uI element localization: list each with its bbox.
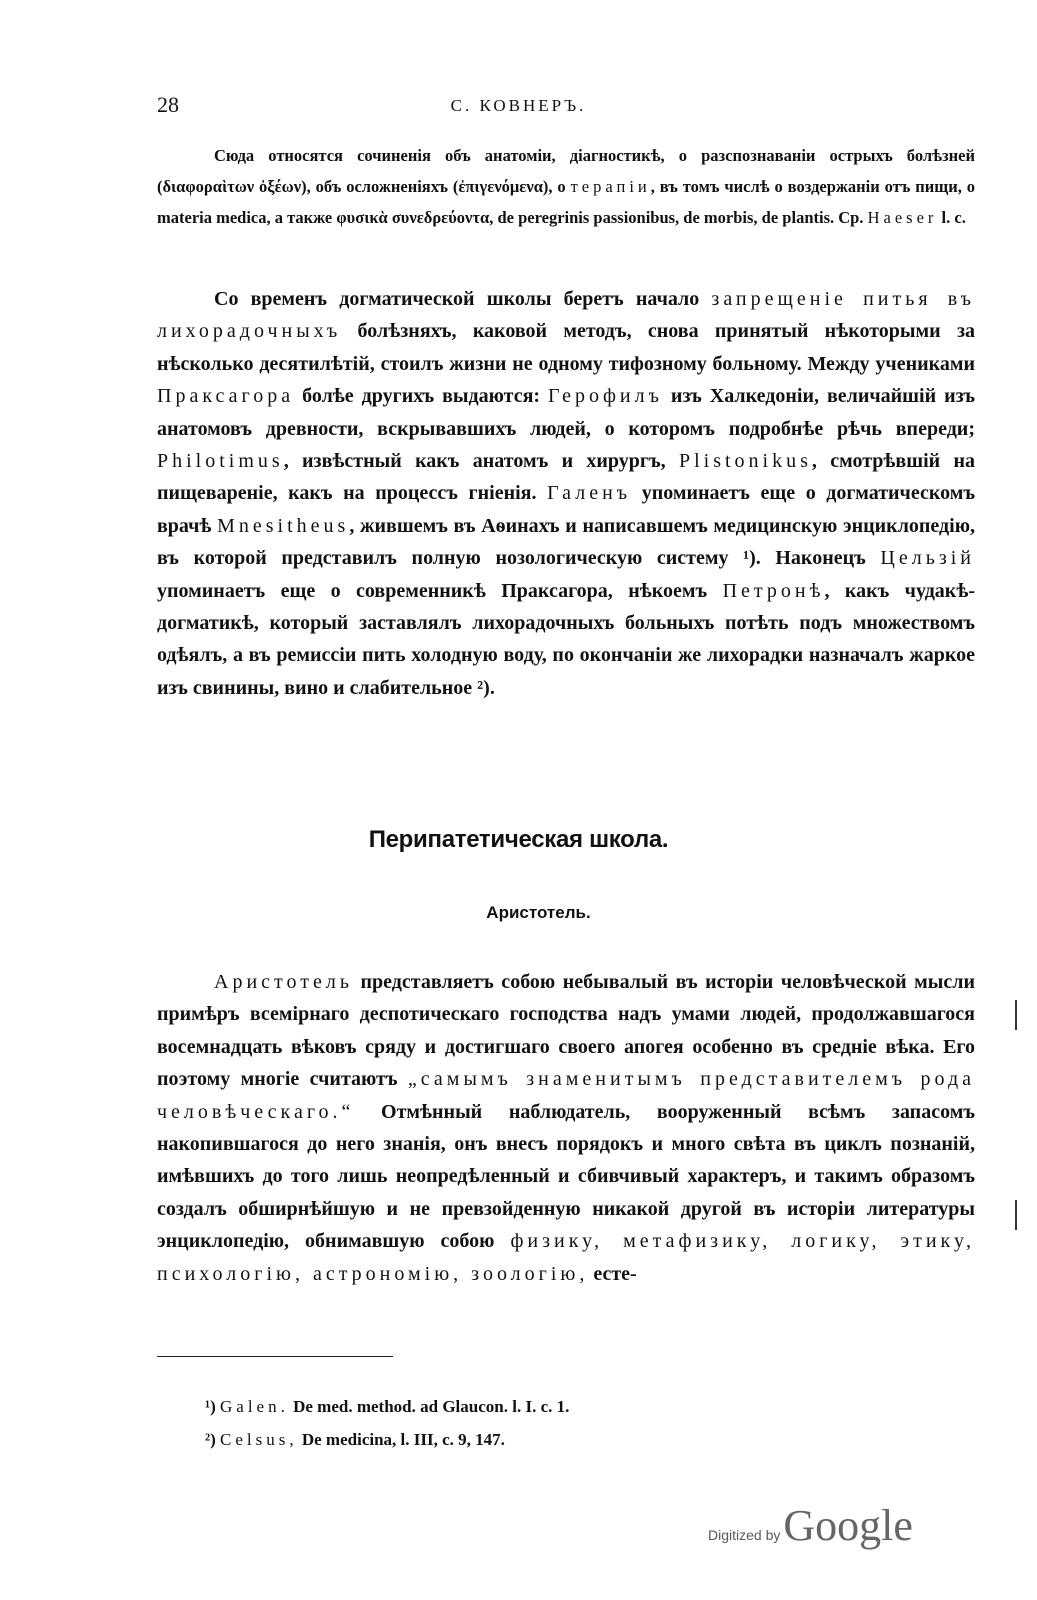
- footnotes: [205, 1390, 569, 1456]
- spaced-name: Галенъ: [547, 482, 632, 505]
- text-run: Со временъ догматической школы беретъ начало: [214, 288, 712, 310]
- footnote-1: [205, 1390, 569, 1423]
- text-run: упоминаетъ еще о современникѣ Праксагора, нѣкоемъ: [157, 579, 723, 602]
- text-run: , извѣстный какъ анатомъ и хирургъ,: [283, 450, 679, 473]
- spaced-text: терапіи: [570, 177, 651, 196]
- text-run: , жившемъ въ Аѳинахъ и написавшемъ медицинскую энциклопедію, въ которой представилъ полную нозологическую систему ¹). Наконецъ: [157, 514, 976, 570]
- text-run: Отмѣнный наблюдатель, вооруженный всѣмъ запасомъ накопившагося до него знанія, онъ внесъ порядокъ и много свѣта въ циклъ познаній, имѣвшихъ до того лишь неопредѣленный и сбивчивый характеръ, и такимъ образомъ создалъ обширнѣйшую и не превзойденную никакой другой въ исторіи литературы энциклопедію, обнимавшую собою: [157, 1100, 975, 1253]
- google-logo: Google: [783, 1501, 913, 1550]
- footnote-text: De med. method. ad Glaucon. l. I. c. 1.: [288, 1397, 570, 1416]
- text-run: изъ Халкедоніи, величайшій изъ анатомовъ древности, вскрывавшихъ людей, о которомъ подробнѣе рѣчь впереди;: [157, 385, 975, 440]
- text-run: есте-: [588, 1262, 637, 1285]
- spaced-name: Праксагора: [157, 385, 295, 408]
- text-run: , какъ чудакѣ-догматикѣ, который заставлялъ лихорадочныхъ больныхъ потѣть подъ множествомъ одѣялъ, а въ ремиссіи пить холодную воду, по окончаніи же лихорадки назначалъ жаркое изъ свинины, вино и слабительное ²).: [157, 579, 975, 699]
- spaced-name: Philotimus: [157, 450, 284, 473]
- spaced-text: физику, метафизику, логику, этику, психологію, астрономію, зоологію,: [157, 1230, 975, 1285]
- spaced-text: Haeser: [867, 208, 938, 227]
- scan-mark: [1015, 1200, 1017, 1230]
- paragraph-aristotle: [157, 966, 975, 1290]
- continued-footnote-paragraph: [157, 140, 975, 233]
- footnote-mark: ²): [205, 1430, 216, 1449]
- text-run: , въ томъ числѣ о воздержаніи отъ пищи, о materia medica, а также φυσικὰ συνεδρεύοντα, de peregrinis passionibus, de morbis, de plantis. Ср.: [157, 177, 975, 227]
- subsection-heading: Аристотель.: [486, 903, 591, 922]
- footnote-2: [205, 1423, 569, 1456]
- digitized-watermark: [708, 1500, 913, 1551]
- spaced-name: Петронѣ: [722, 579, 825, 602]
- footnote-text: De medicina, l. III, c. 9, 147.: [297, 1430, 505, 1449]
- spaced-text: запрещеніе питья въ лихорадочныхъ: [157, 288, 976, 343]
- text-run: болѣзняхъ, каковой методъ, снова принятый нѣкоторыми за нѣсколько десятилѣтій, стоилъ жизни не одному тифозному больному. Между учениками: [157, 320, 975, 375]
- spaced-name: Plistonikus: [678, 450, 812, 473]
- footnote-rule: [157, 1356, 393, 1357]
- text-run: l. c.: [937, 208, 966, 227]
- spaced-quote: „самымъ знаменитымъ представителемъ рода человѣческаго.“: [157, 1068, 975, 1123]
- watermark-prefix: Digitized by: [708, 1527, 781, 1543]
- spaced-name: Аристотель: [214, 971, 353, 993]
- scan-mark: [1015, 1000, 1017, 1030]
- text-run: болѣе другихъ выдаются:: [294, 385, 549, 408]
- footnote-author: Celsus,: [220, 1430, 298, 1449]
- text-run: представляетъ собою небывалый въ исторіи человѣческой мысли примѣръ всемірнаго деспотическаго господства надъ умами людей, продолжавшагося восемнадцать вѣковъ сряду и достигшаго своего апогея особенно въ средніе вѣка. Его поэтому многіе считаютъ: [157, 971, 975, 1091]
- footnote-author: Galen.: [220, 1397, 289, 1416]
- spaced-name: Цельзій: [880, 547, 975, 570]
- spaced-name: Mnesitheus: [217, 514, 350, 537]
- text-run: упоминаетъ еще о догматическомъ врачѣ: [157, 482, 975, 537]
- footnote-mark: ¹): [205, 1397, 216, 1416]
- spaced-name: Герофилъ: [548, 385, 663, 408]
- text-run: Сюда относятся сочиненія объ анатоміи, діагностикѣ, о разспознаваніи острыхъ болѣзней (διαφοραὶτων ὀξέων), объ осложненіяхъ (ἐπιγενόμενα), о: [157, 146, 975, 196]
- page-number: 28: [157, 92, 179, 117]
- section-heading: Перипатетическая школа.: [368, 826, 669, 853]
- paragraph-dogmatic-school: [157, 283, 975, 704]
- running-head: С. КОВНЕРЪ.: [450, 96, 587, 115]
- text-run: , смотрѣвшій на пищевареніе, какъ на процессъ гніенія.: [157, 450, 975, 505]
